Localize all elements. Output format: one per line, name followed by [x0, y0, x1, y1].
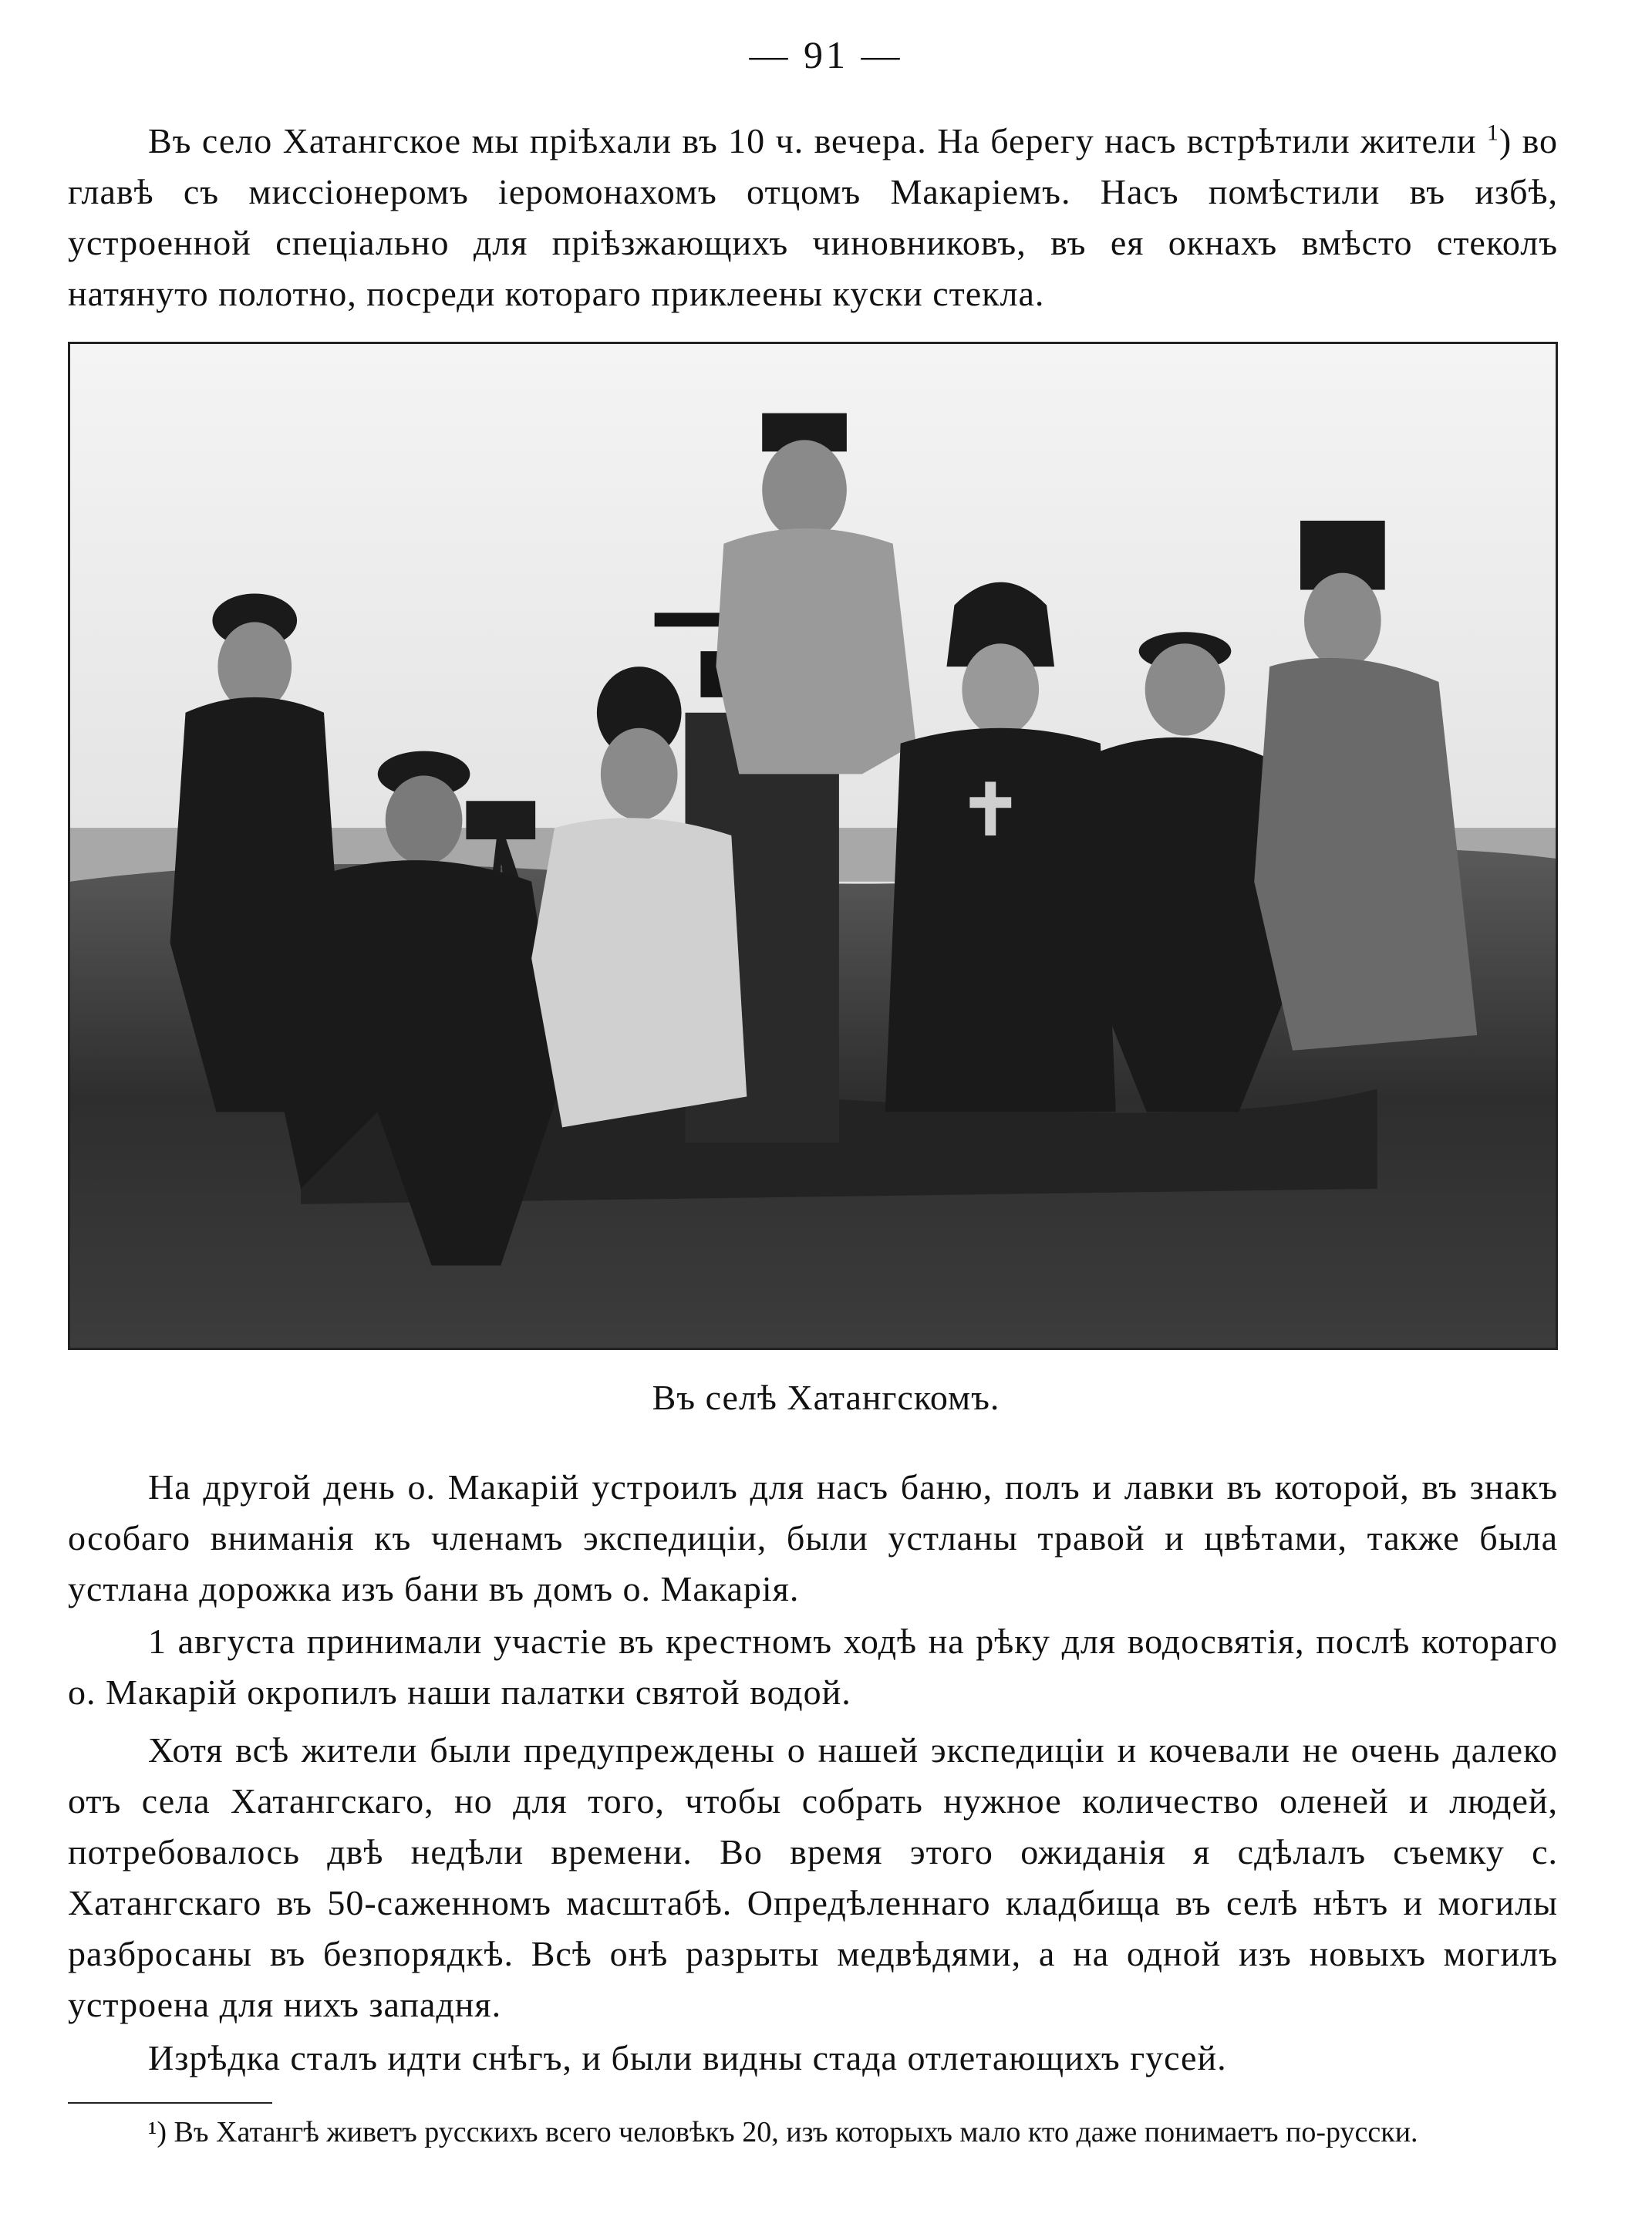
paragraph-4: Хотя всѣ жители были предупреждены о нашей экспедиціи и кочевали не очень далеко отъ села Хатангскаго, но для того, чтобы собрать нужное количество оленей и людей, потребовалось двѣ недѣли времени. Во время этого ожиданія я сдѣлалъ съемку с. Хатангскаго въ 50-саженномъ масштабѣ. Опредѣленнаго кладбища въ селѣ нѣтъ и могилы разбросаны въ безпорядкѣ. Всѣ онѣ разрыты медвѣдями, а на одной изъ новыхъ могилъ устроена для нихъ западня.: [68, 1730, 1558, 2024]
footnote: [68, 2112, 1558, 2152]
footnote-text: Въ Хатангѣ живетъ русскихъ всего человѣкъ 20, изъ которыхъ мало кто даже понимаетъ по-русски.: [174, 2116, 1418, 2148]
paragraph-3: 1 августа принимали участіе въ крестномъ ходѣ на рѣку для водосвятія, послѣ котораго о. Макарій окропилъ наши палатки святой водой.: [68, 1622, 1558, 1712]
figure-caption: Въ селѣ Хатангскомъ.: [652, 1378, 1000, 1417]
group-photograph: [68, 342, 1558, 1350]
footnote-divider: [68, 2102, 272, 2104]
paragraph-1: [68, 116, 1558, 319]
page-number: — 91 —: [749, 33, 903, 76]
footnote-reference: 1: [1486, 120, 1499, 146]
footnote-marker: ¹): [148, 2116, 167, 2148]
paragraph-2: На другой день о. Макарій устроилъ для насъ баню, полъ и лавки въ которой, въ знакъ особаго вниманія къ членамъ экспедиціи, были устланы травой и цвѣтами, также была устлана дорожка изъ бани въ домъ о. Макарія.: [68, 1467, 1558, 1608]
paragraph-1-text-a: Въ село Хатангское мы пріѣхали въ 10 ч. вечера. На берегу насъ встрѣтили жители: [148, 121, 1477, 160]
photograph-image: [70, 344, 1556, 1348]
paragraph-1-text-b: ) во главѣ съ миссіонеромъ іеромонахомъ отцомъ Макаріемъ. Насъ помѣстили въ избѣ, устроенной спеціально для пріѣзжающихъ чиновниковъ, въ ея окнахъ вмѣсто стеколъ натянуто полотно, посреди котораго приклеены куски стекла.: [68, 121, 1558, 313]
paragraph-5: Изрѣдка сталъ идти снѣгъ, и были видны стада отлетающихъ гусей.: [148, 2038, 1227, 2077]
